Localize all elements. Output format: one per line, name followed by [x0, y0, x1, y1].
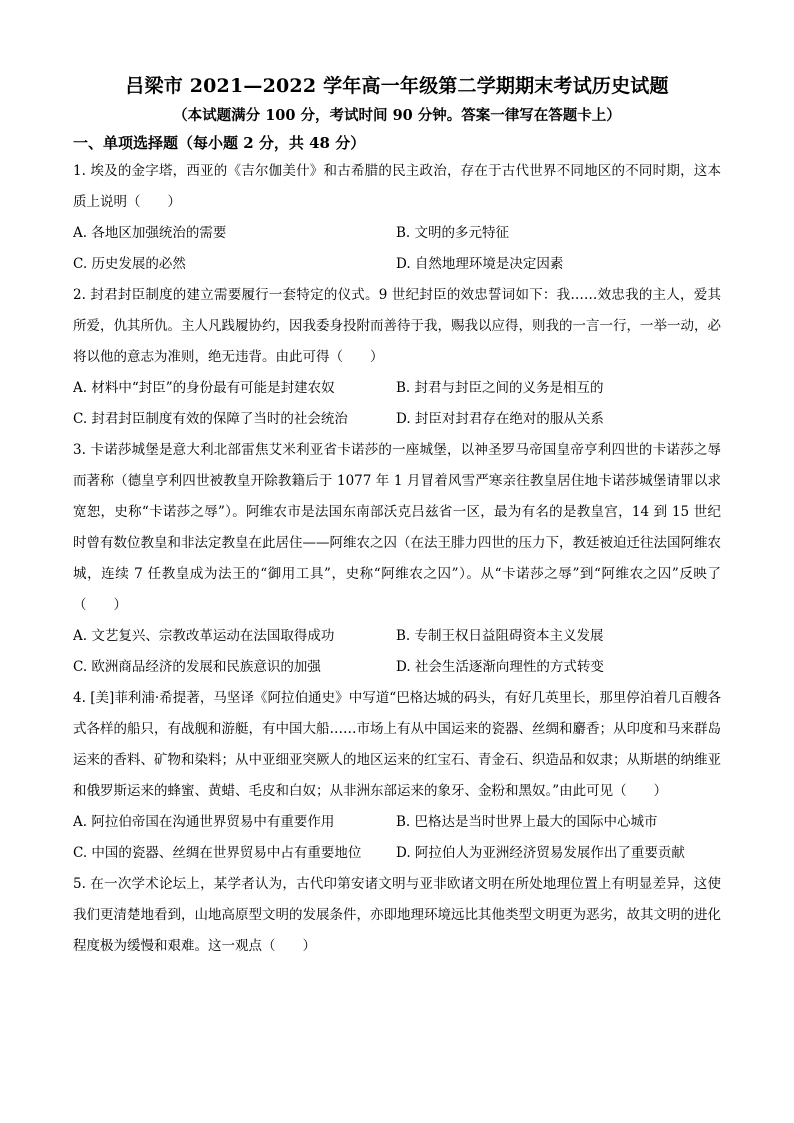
question-stem: 4. [美]菲利浦·希提著，马坚译《阿拉伯通史》中写道“巴格达城的码头，有好几英里长，那里停泊着几百艘各式各样的船只，有战舰和游艇，有中国大船……市场上有从中国运来的瓷器、丝绸和麝香；从印度和马来群岛运来的香料、矿物和染料；从中亚细亚突厥人的地区运来的红宝石、青金石、织造品和奴隶；从斯堪的纳维亚和俄罗斯运来的蜂蜜、黄蜡、毛皮和白奴；从非洲东部运来的象牙、金粉和黑奴。”由此可见（ ） [73, 690, 721, 799]
question-options [73, 807, 721, 869]
option-d: D. 封臣对封君存在绝对的服从关系 [396, 411, 604, 427]
question-options [73, 373, 721, 435]
question-2 [73, 280, 721, 435]
option-a: A. 各地区加强统治的需要 [73, 225, 227, 241]
question-stem: 1. 埃及的金字塔，西亚的《吉尔伽美什》和古希腊的民主政治，存在于古代世界不同地区的不同时期，这本质上说明（ ） [73, 163, 721, 210]
option-d: D. 自然地理环境是决定因素 [396, 256, 564, 272]
option-c: C. 欧洲商品经济的发展和民族意识的加强 [73, 659, 321, 675]
option-b: B. 巴格达是当时世界上最大的国际中心城市 [396, 814, 658, 830]
question-stem: 2. 封君封臣制度的建立需要履行一套特定的仪式。9 世纪封臣的效忠誓词如下：我……效忠我的主人，爱其所爱，仇其所仇。主人凡践履协约，因我委身投附而善待于我，赐我以应得，则我的一言一行，一举一动，必将以他的意志为准则，绝无违背。由此可得（ ） [73, 287, 721, 365]
option-d: D. 社会生活逐渐向理性的方式转变 [396, 659, 604, 675]
question-stem: 5. 在一次学术论坛上，某学者认为，古代印第安诸文明与亚非欧诸文明在所处地理位置上有明显差异，这使我们更清楚地看到，山地高原型文明的发展条件，亦即地理环境远比其他类型文明更为恶劣，故其文明的进化程度极为缓慢和艰难。这一观点（ ） [73, 876, 721, 954]
option-d: D. 阿拉伯人为亚洲经济贸易发展作出了重要贡献 [396, 845, 685, 861]
option-c: C. 封君封臣制度有效的保障了当时的社会统治 [73, 411, 348, 427]
option-c: C. 中国的瓷器、丝绸在世界贸易中占有重要地位 [73, 845, 362, 861]
question-options [73, 218, 721, 280]
option-b: B. 文明的多元特征 [396, 225, 510, 241]
option-c: C. 历史发展的必然 [73, 256, 186, 272]
question-stem: 3. 卡诺莎城堡是意大利北部雷焦艾米利亚省卡诺莎的一座城堡，以神圣罗马帝国皇帝亨利四世的卡诺莎之辱而著称（德皇亨利四世被教皇开除教籍后于 1077 年 1 月冒着风雪严寒亲往教皇居住地卡诺莎城堡请罪以求宽恕，史称“卡诺莎之辱”）。阿维农市是法国东南部沃克吕兹省一区，最为有名的是教皇宫，14 到 15 世纪时曾有数位教皇和非法定教皇在此居住——阿维农之囚（在法王腓力四世的压力下，教廷被迫迁往法国阿维农城，连续 7 任教皇成为法王的“御用工具”，史称“阿维农之囚”）。从“卡诺莎之辱”到“阿维农之囚”反映了（ ） [73, 442, 721, 613]
question-5 [73, 869, 721, 962]
option-a: A. 阿拉伯帝国在沟通世界贸易中有重要作用 [73, 814, 335, 830]
section-heading: 一、单项选择题（每小题 2 分，共 48 分） [73, 134, 366, 152]
option-a: A. 文艺复兴、宗教改革运动在法国取得成功 [73, 628, 335, 644]
question-3 [73, 435, 721, 683]
question-4 [73, 683, 721, 869]
exam-title: 吕梁市 2021—2022 学年高一年级第二学期期末考试历史试题 [125, 75, 669, 97]
option-b: B. 专制王权日益阻碍资本主义发展 [396, 628, 604, 644]
exam-subtitle: （本试题满分 100 分，考试时间 90 分钟。答案一律写在答题卡上） [173, 107, 621, 124]
question-options [73, 621, 721, 683]
question-1 [73, 156, 721, 280]
option-a: A. 材料中“封臣”的身份最有可能是封建农奴 [73, 380, 335, 396]
option-b: B. 封君与封臣之间的义务是相互的 [396, 380, 604, 396]
